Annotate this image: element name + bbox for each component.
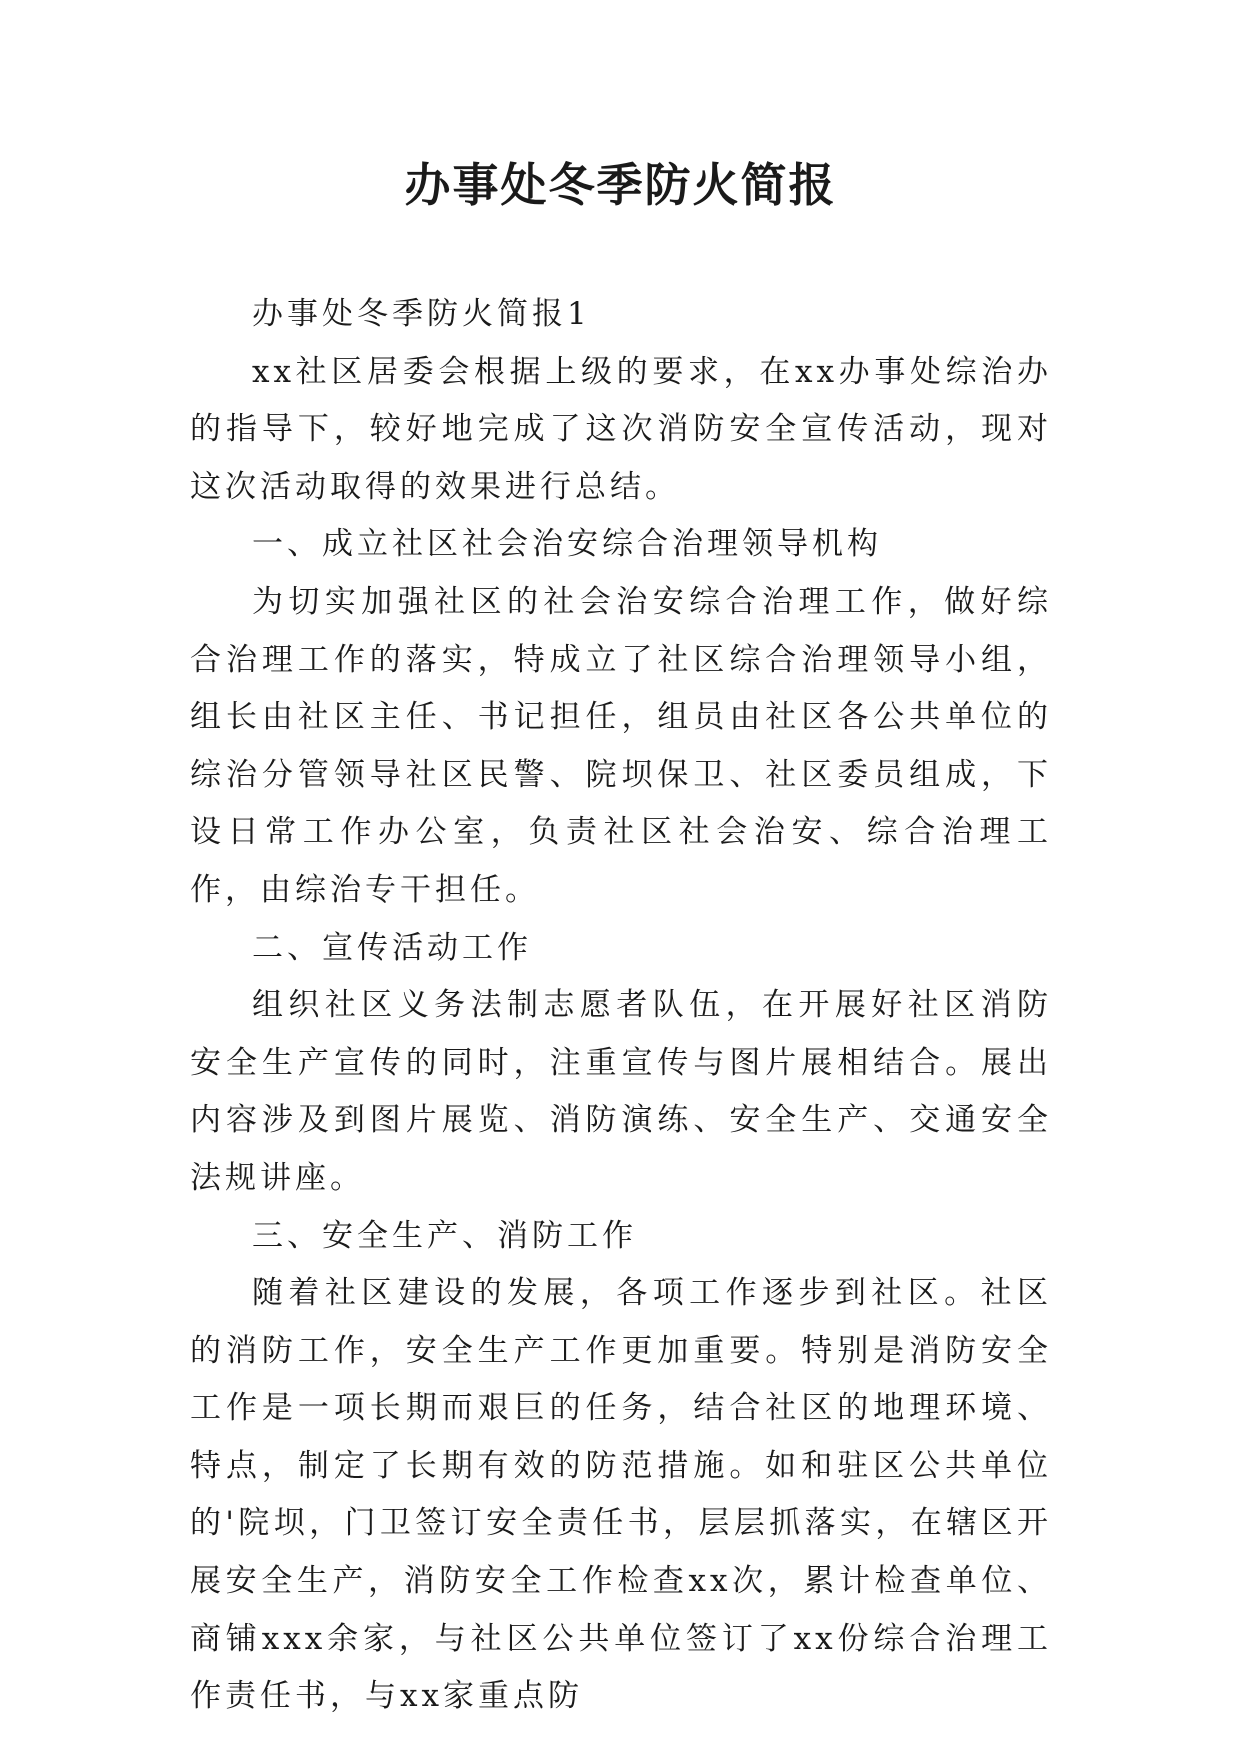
section-heading-1: 一、成立社区社会治安综合治理领导机构: [252, 526, 882, 563]
paragraph-section-2: 组织社区义务法制志愿者队伍，在开展好社区消防安全生产宣传的同时，注重宣传与图片展相结合。展出内容涉及到图片展览、消防演练、安全生产、交通安全法规讲座。: [190, 987, 1052, 1196]
paragraph-section-1: 为切实加强社区的社会治安综合治理工作，做好综合治理工作的落实，特成立了社区综合治理领导小组，组长由社区主任、书记担任，组员由社区各公共单位的综治分管领导社区民警、院坝保卫、社区委员组成，下设日常工作办公室，负责社区社会治安、综合治理工作，由综治专干担任。: [190, 583, 1052, 908]
section-heading-3: 三、安全生产、消防工作: [252, 1217, 637, 1254]
paragraph-subtitle: 办事处冬季防火简报1: [252, 296, 591, 332]
section-heading-2: 二、宣传活动工作: [252, 929, 532, 966]
paragraph-intro: xx社区居委会根据上级的要求，在xx办事处综治办的指导下，较好地完成了这次消防安全宣传活动，现对这次活动取得的效果进行总结。: [190, 353, 1052, 505]
document-body: [190, 286, 1052, 1726]
paragraph-section-3: 随着社区建设的发展，各项工作逐步到社区。社区的消防工作，安全生产工作更加重要。特别是消防安全工作是一项长期而艰巨的任务，结合社区的地理环境、特点，制定了长期有效的防范措施。如和驻区公共单位的'院坝，门卫签订安全责任书，层层抓落实，在辖区开展安全生产，消防安全工作检查xx次，累计检查单位、商铺xxx余家，与社区公共单位签订了xx份综合治理工作责任书，与xx家重点防: [190, 1275, 1052, 1715]
document-title: 办事处冬季防火简报: [404, 158, 837, 212]
